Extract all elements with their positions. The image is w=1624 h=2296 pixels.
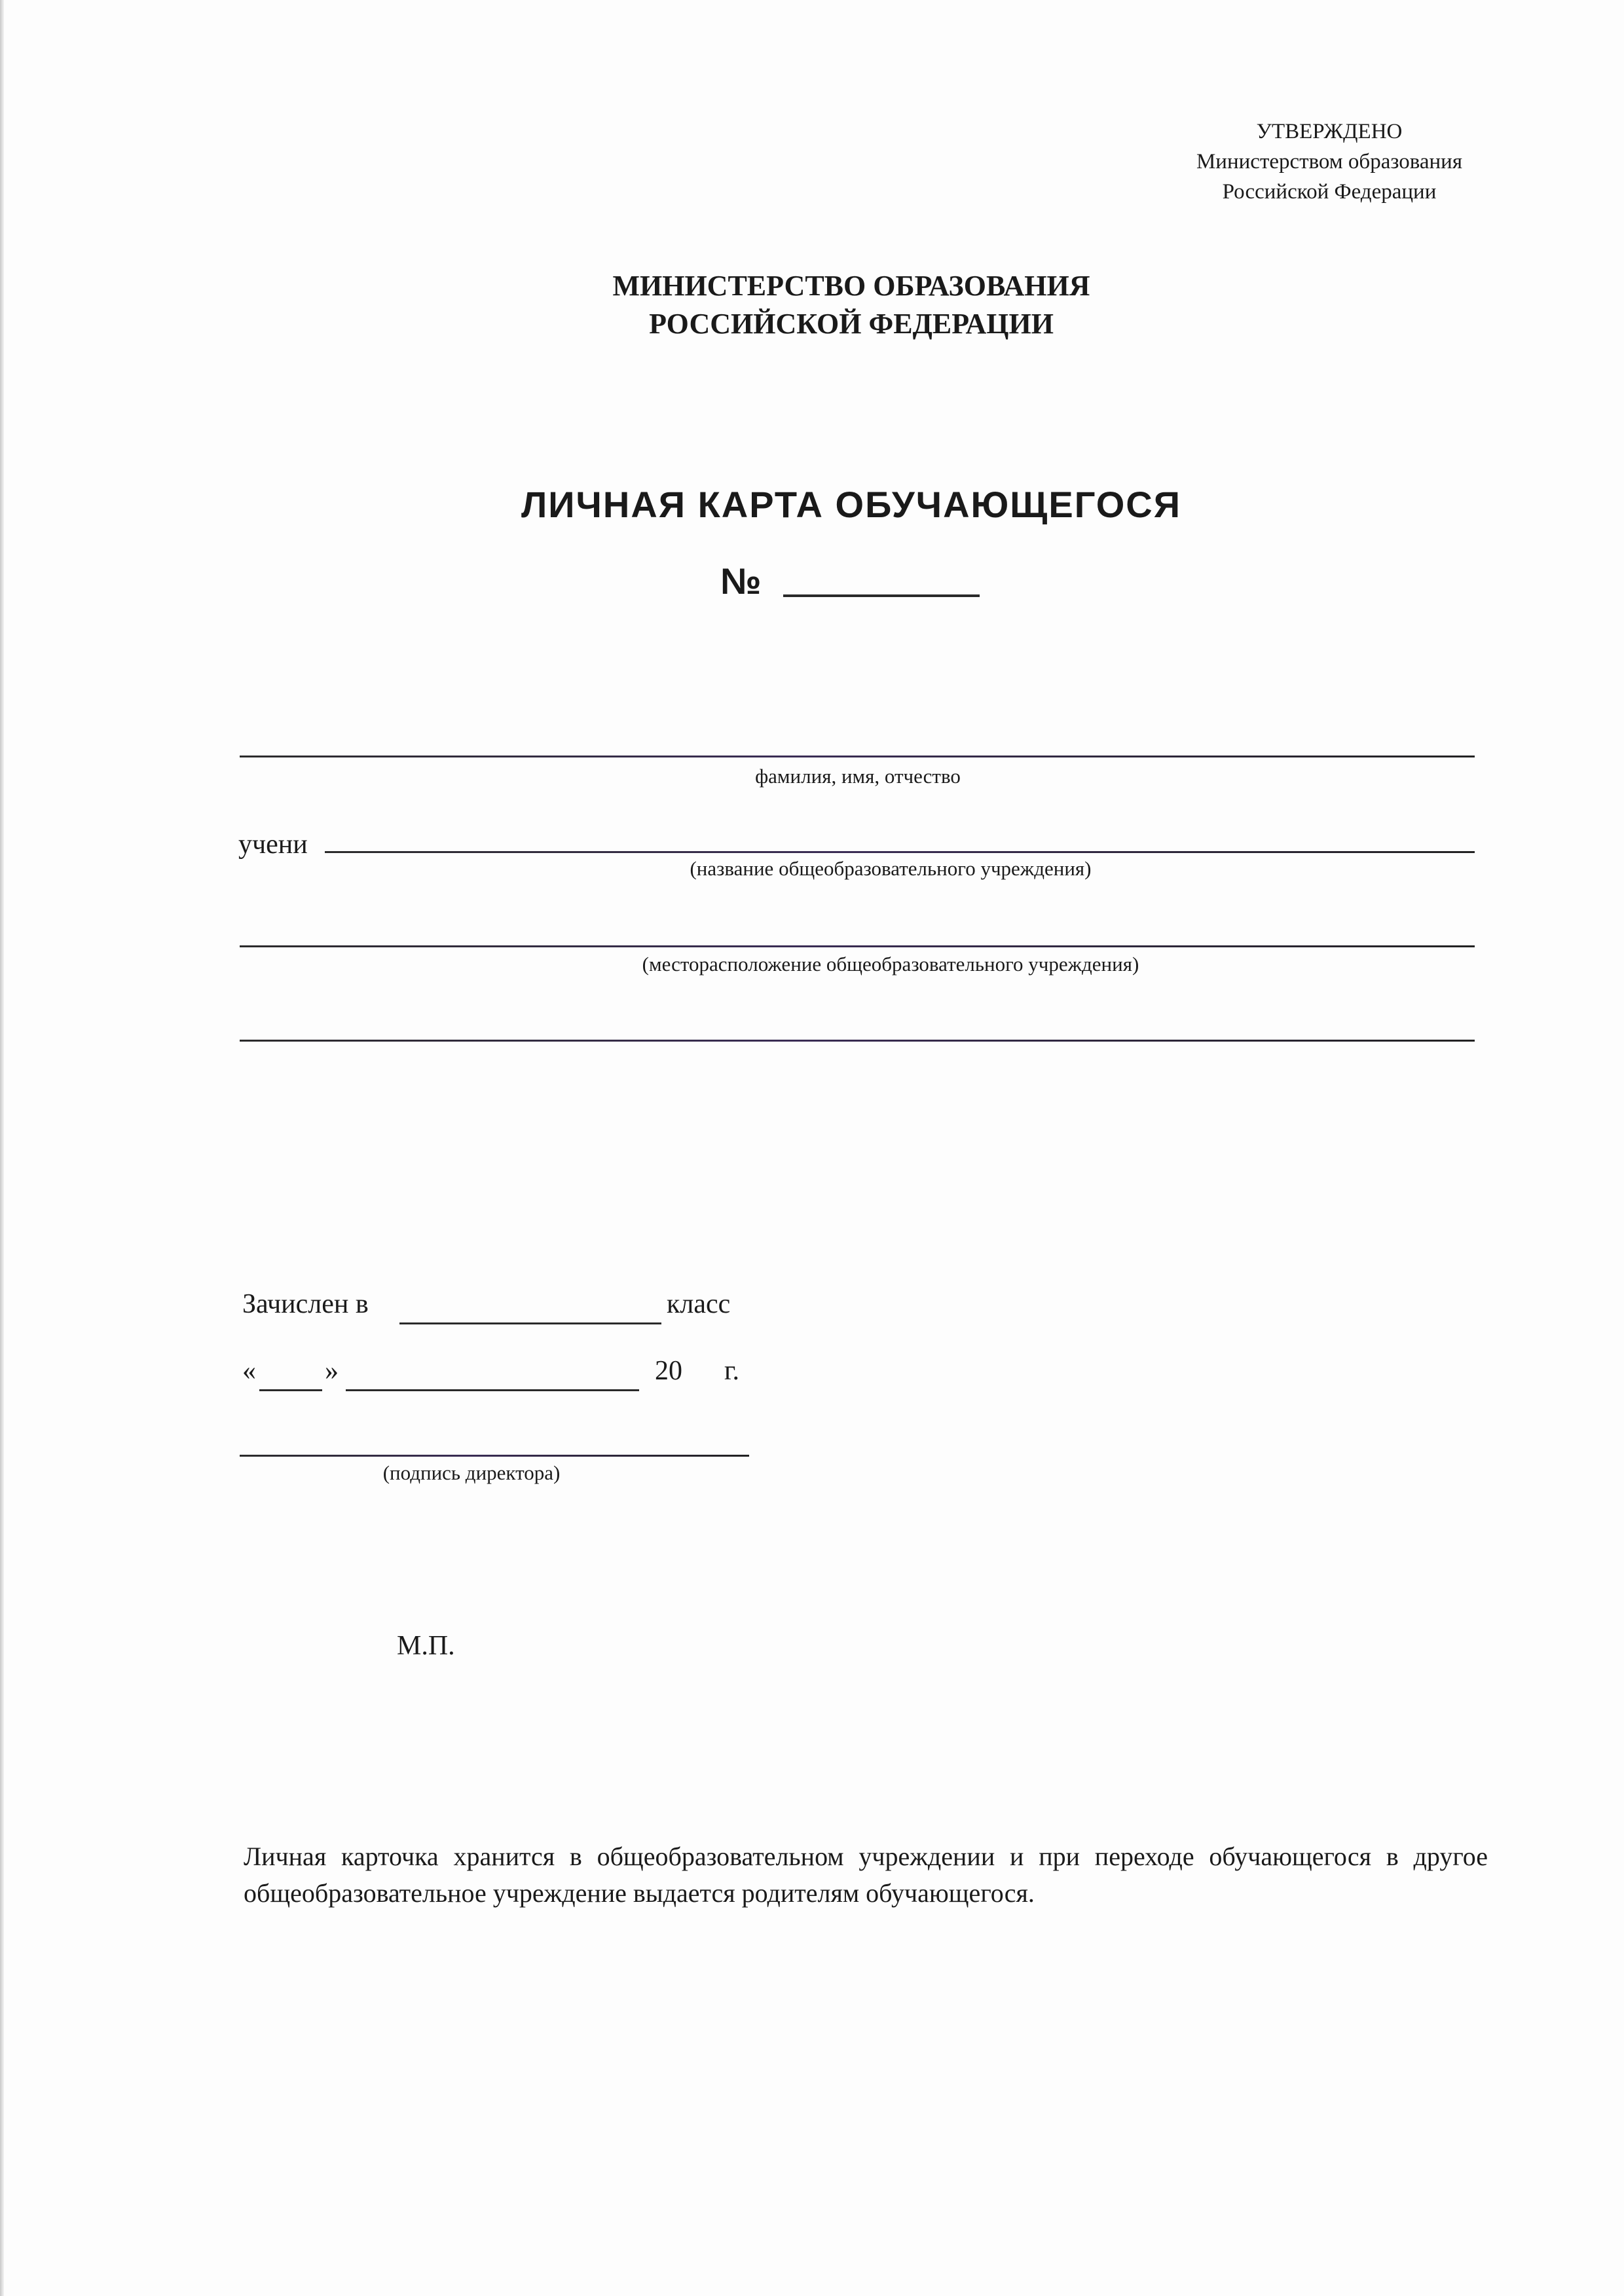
ministry-line-1: МИНИСТЕРСТВО ОБРАЗОВАНИЯ: [612, 270, 1090, 302]
ministry-heading: [419, 267, 1283, 343]
year-prefix: 20: [655, 1356, 682, 1386]
storage-note: Личная карточка хранится в общеобразовательном учреждении и при переходе обучающегося в другое общеобразовательное учреждение выдается родителям обучающегося.: [244, 1842, 1488, 1908]
year-field[interactable]: [689, 1389, 715, 1391]
quote-open: «: [242, 1356, 256, 1386]
ministry-line-2: РОССИЙСКОЙ ФЕДЕРАЦИИ: [649, 308, 1054, 340]
director-signature-caption: (подпись директора): [382, 1461, 561, 1484]
institution-name-caption: (название общеобразовательного учреждения): [690, 857, 1092, 880]
month-field[interactable]: [346, 1389, 639, 1391]
institution-location-field[interactable]: [240, 945, 1475, 947]
number-label: №: [720, 560, 762, 602]
institution-location-field-2[interactable]: [240, 1040, 1475, 1042]
institution-location-caption: (месторасположение общеобразовательного учреждения): [642, 953, 1139, 975]
full-name-field[interactable]: [240, 756, 1475, 757]
student-label: учени: [238, 829, 308, 860]
full-name-caption: фамилия, имя, отчество: [755, 765, 961, 788]
class-field[interactable]: [399, 1322, 661, 1324]
year-suffix: г.: [724, 1356, 739, 1386]
approval-line-3: Российской Федерации: [1222, 180, 1437, 204]
director-signature-field[interactable]: [240, 1455, 749, 1457]
approval-stamp-block: [1126, 117, 1532, 207]
stamp-place-label: М.П.: [397, 1631, 455, 1661]
class-word-label: класс: [667, 1289, 731, 1319]
day-field[interactable]: [259, 1389, 322, 1391]
card-number-field[interactable]: [783, 594, 980, 597]
card-number-row: [720, 560, 980, 602]
quote-close: »: [325, 1356, 339, 1386]
institution-name-field[interactable]: [325, 851, 1475, 853]
scan-edge-shadow: [0, 0, 4, 2296]
approval-line-1: УТВЕРЖДЕНО: [1256, 120, 1403, 143]
approval-line-2: Министерством образования: [1196, 150, 1463, 173]
enrolled-in-label: Зачислен в: [242, 1289, 369, 1319]
document-title: ЛИЧНАЯ КАРТА ОБУЧАЮЩЕГОСЯ: [521, 484, 1181, 525]
